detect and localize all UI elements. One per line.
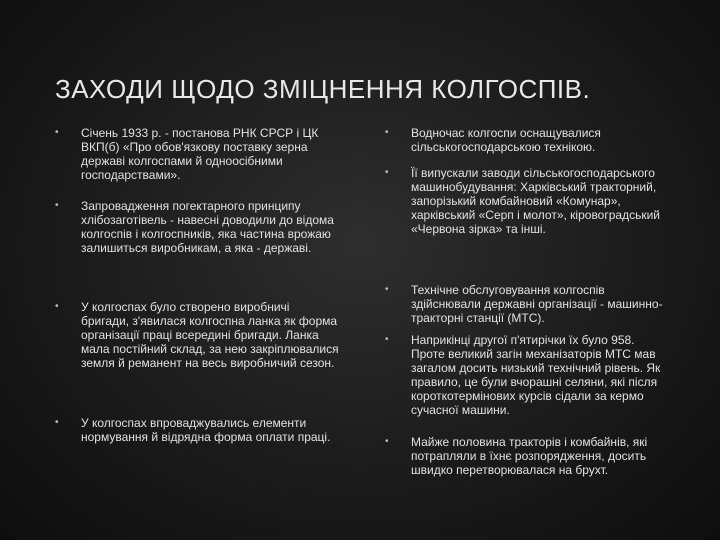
bullet-item xyxy=(55,416,340,444)
bullet-icon: • xyxy=(385,334,389,345)
bullet-icon: • xyxy=(385,284,389,295)
bullet-text: У колгоспах впроваджувались елементи нормування й відрядна форма оплати праці. xyxy=(81,416,331,444)
bullet-text: Її випускали заводи сільськогосподарського машинобудування: Харківський тракторний, запорізький комбайновий «Комунар», харківський «Серп і молот», кіровоградський «Червона зірка» та інші. xyxy=(411,166,660,236)
bullet-icon: • xyxy=(385,436,389,447)
bullet-text: Майже половина тракторів і комбайнів, які потрапляли в їхнє розпорядження, досить швидко перетворювалася на брухт. xyxy=(411,435,648,477)
bullet-text: Запровадження погектарного принципу хлібозаготівель - навесні доводили до відома колгоспів і колгоспників, яка частина врожаю залишиться виробникам, а яка - державі. xyxy=(81,199,334,255)
bullet-item xyxy=(385,283,665,325)
bullet-icon: • xyxy=(55,200,59,211)
bullet-item xyxy=(55,199,340,255)
bullet-item xyxy=(385,166,665,236)
bullet-item xyxy=(385,333,665,417)
bullet-item xyxy=(55,126,340,182)
bullet-text: Наприкінці другої п'ятирічки їх було 958. Проте великий загін механізаторів МТС мав загалом досить низький технічний рівень. Як правило, це були вчорашні селяни, які після короткотермінових курсів сідали за кермо сучасної машини. xyxy=(411,333,661,417)
bullet-item xyxy=(385,126,665,154)
bullet-icon: • xyxy=(385,167,389,178)
bullet-icon: • xyxy=(55,301,59,312)
bullet-item xyxy=(55,300,340,370)
bullet-item xyxy=(385,435,665,477)
bullet-text: Водночас колгоспи оснащувалися сільськогосподарською технікою. xyxy=(411,126,601,154)
slide-title: ЗАХОДИ ЩОДО ЗМІЦНЕННЯ КОЛГОСПІВ. xyxy=(55,74,591,104)
bullet-text: Січень 1933 р. - постанова РНК СРСР і ЦК ВКП(б) «Про обов'язкову поставку зерна державі колгоспами й одноосібними господарствами». xyxy=(81,126,319,182)
bullet-icon: • xyxy=(385,127,389,138)
bullet-text: Технічне обслуговування колгоспів здійснювали державні організації - машинно-тракторні станції (МТС). xyxy=(411,283,663,325)
bullet-icon: • xyxy=(55,127,59,138)
bullet-text: У колгоспах було створено виробничі бригади, з'явилася колгоспна ланка як форма організації праці всередині бригади. Ланка мала постійний склад, за нею закріплювалися земля й реманент на весь виробничий сезон. xyxy=(81,300,339,370)
bullet-icon: • xyxy=(55,417,59,428)
